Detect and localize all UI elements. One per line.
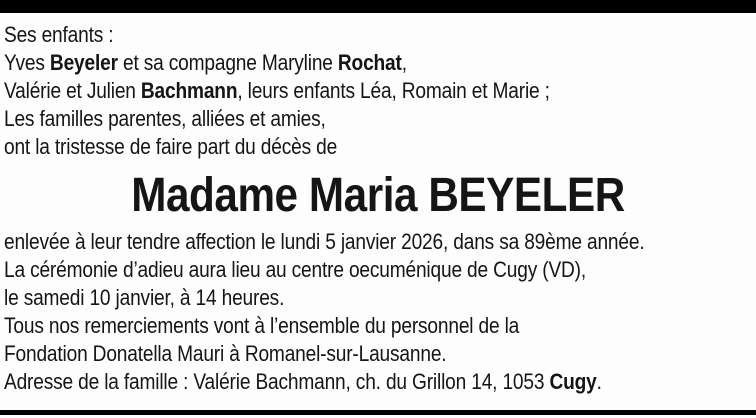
text-segment: Tous nos remerciements vont à l’ensemble du personnel de la [4, 313, 520, 338]
notice-content [0, 13, 756, 396]
announcement-line-3 [4, 284, 640, 312]
text-segment: ont la tristesse de faire part du décès de [4, 134, 338, 159]
text-segment: La cérémonie d’adieu aura lieu au centre oecuménique de Cugy (VD), [4, 257, 587, 282]
family-line-5 [4, 133, 640, 161]
text-segment: Ses enfants : [4, 22, 114, 47]
text-segment: , leurs enfants Léa, Romain et Marie ; [237, 78, 550, 103]
family-line-1 [4, 21, 640, 49]
emphasized-name: Bachmann [140, 78, 238, 103]
bottom-rule [0, 410, 756, 415]
announcement-line-1 [4, 228, 645, 256]
deceased-name-title: Madame Maria BEYELER [131, 169, 625, 222]
text-segment: , [401, 50, 407, 75]
family-line-2 [4, 49, 640, 77]
text-segment: le samedi 10 janvier, à 14 heures. [4, 285, 285, 310]
family-line-4 [4, 105, 640, 133]
emphasized-name: Cugy [549, 369, 597, 394]
text-segment: enlevée à leur tendre affection le lundi 5 janvier 2026, dans sa 89ème année. [4, 229, 645, 254]
announcement-line-4 [4, 312, 640, 340]
top-rule [0, 0, 756, 13]
announcement-line-5 [4, 340, 640, 368]
announcement-line-2 [4, 256, 640, 284]
text-segment: Yves [4, 50, 50, 75]
family-line-3 [4, 77, 640, 105]
emphasized-name: Rochat [337, 50, 402, 75]
family-lines [4, 21, 752, 161]
announcement-lines [4, 228, 752, 396]
text-segment: Adresse de la famille : Valérie Bachmann, ch. du Grillon 14, 1053 [4, 369, 550, 394]
text-segment: Fondation Donatella Mauri à Romanel-sur-Lausanne. [4, 341, 447, 366]
text-segment: Valérie et Julien [4, 78, 141, 103]
text-segment: . [596, 369, 602, 394]
emphasized-name: Beyeler [49, 50, 118, 75]
announcement-line-6 [4, 368, 640, 396]
text-segment: Les familles parentes, alliées et amies, [4, 106, 326, 131]
text-segment: et sa compagne Maryline [117, 50, 338, 75]
